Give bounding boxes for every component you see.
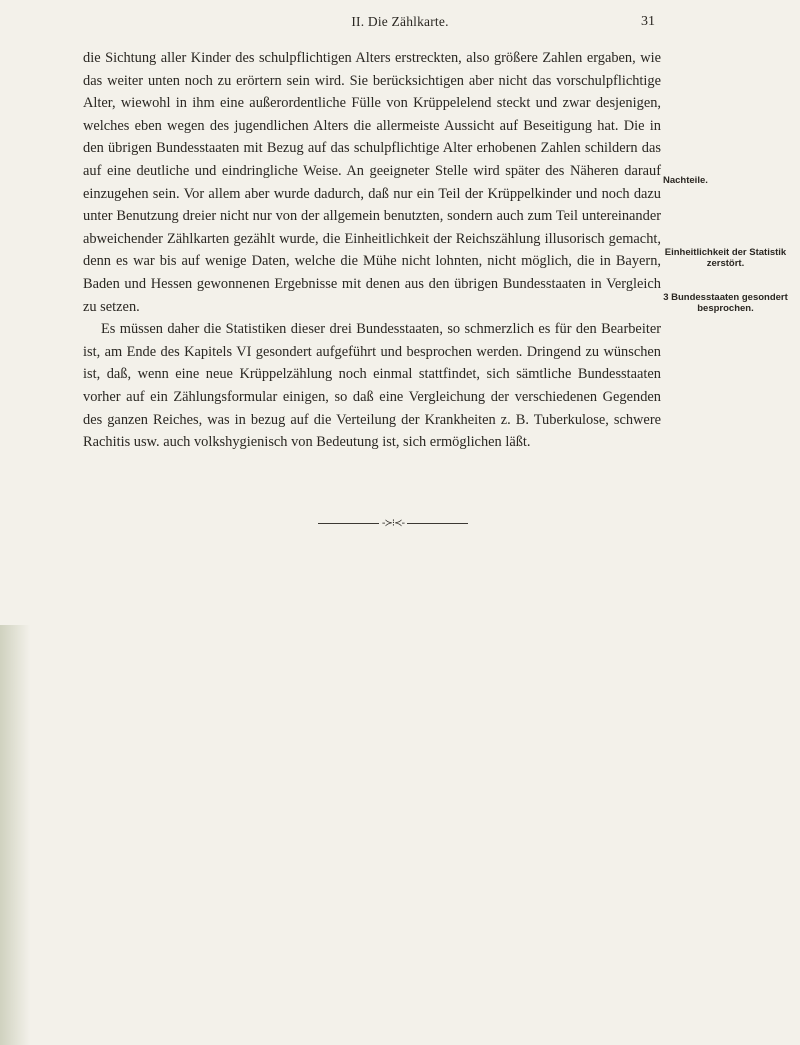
paragraph-2: Es müssen daher die Statistiken dieser drei Bundesstaaten, so schmerzlich es für den Bearbeiter ist, am Ende des Kapitels VI gesondert aufgeführt und besprochen werden. Dringend zu wünschen ist, daß, wenn eine neue Krüppelzählung noch einmal stattfindet, sich sämtliche Bundesstaaten vorher auf ein Zählungsformular einigen, so daß eine Vergleichung der verschiedenen Gegenden des ganzen Reiches, was in bezug auf die Verteilung der Krankheiten z. B. Tuberkulose, schwere Rachitis usw. auch volkshygienisch von Bedeutung ist, sich ermöglichen läßt. bbox=[83, 321, 661, 451]
ornament-line-right bbox=[407, 523, 468, 524]
margin-note-bundesstaaten: 3 Bundesstaaten gesondert besprochen. bbox=[663, 292, 788, 314]
ornament-glyph: -≻⁝≺- bbox=[381, 517, 405, 529]
page-edge-shadow bbox=[0, 625, 30, 1045]
paragraph-1: die Sichtung aller Kinder des schulpflichtigen Alters erstreckten, also größere Zahlen ergaben, wie das weiter unten noch zu erörtern sein wird. Sie berücksichtigen aber nicht das vorschulpflichtige Alter, wiewohl in ihm eine außerordentliche Fülle von Krüppelelend steckt und zwar desjenigen, welches eben wegen des jugendlichen Alters die allermeiste Aussicht auf Beseitigung hat. Die in den übrigen Bundesstaaten mit Bezug auf das schulpflichtige Alter erhobenen Zahlen schildern das auf eine deutliche und eindringliche Weise. An geeigneter Stelle wird später des Näheren darauf einzugehen sein. Vor allem aber wurde dadurch, daß nur ein Teil der Krüppelkinder und noch dazu unter Benutzung dreier nicht nur von der allgemein benutzten, sondern auch zum Teil untereinander abweichender Zählkarten gezählt wurde, die Einheitlichkeit der Reichszählung illusorisch gemacht, denn es war bis auf wenige Daten, welche die Mühe nicht lohnten, nicht möglich, die in Bayern, Baden und Hessen gewonnenen Ergebnisse mit denen aus den übrigen Bundesstaaten in Vergleich zu setzen. bbox=[83, 50, 661, 315]
section-end-ornament bbox=[318, 512, 468, 534]
page-number: 31 bbox=[641, 14, 655, 29]
margin-note-nachteile: Nachteile. bbox=[663, 175, 708, 186]
ornament-line-left bbox=[318, 523, 379, 524]
main-text bbox=[83, 47, 661, 454]
margin-note-einheitlichkeit: Einheitlichkeit der Statistik zerstört. bbox=[664, 247, 787, 269]
running-header bbox=[0, 14, 800, 36]
chapter-title: II. Die Zählkarte. bbox=[351, 14, 449, 29]
